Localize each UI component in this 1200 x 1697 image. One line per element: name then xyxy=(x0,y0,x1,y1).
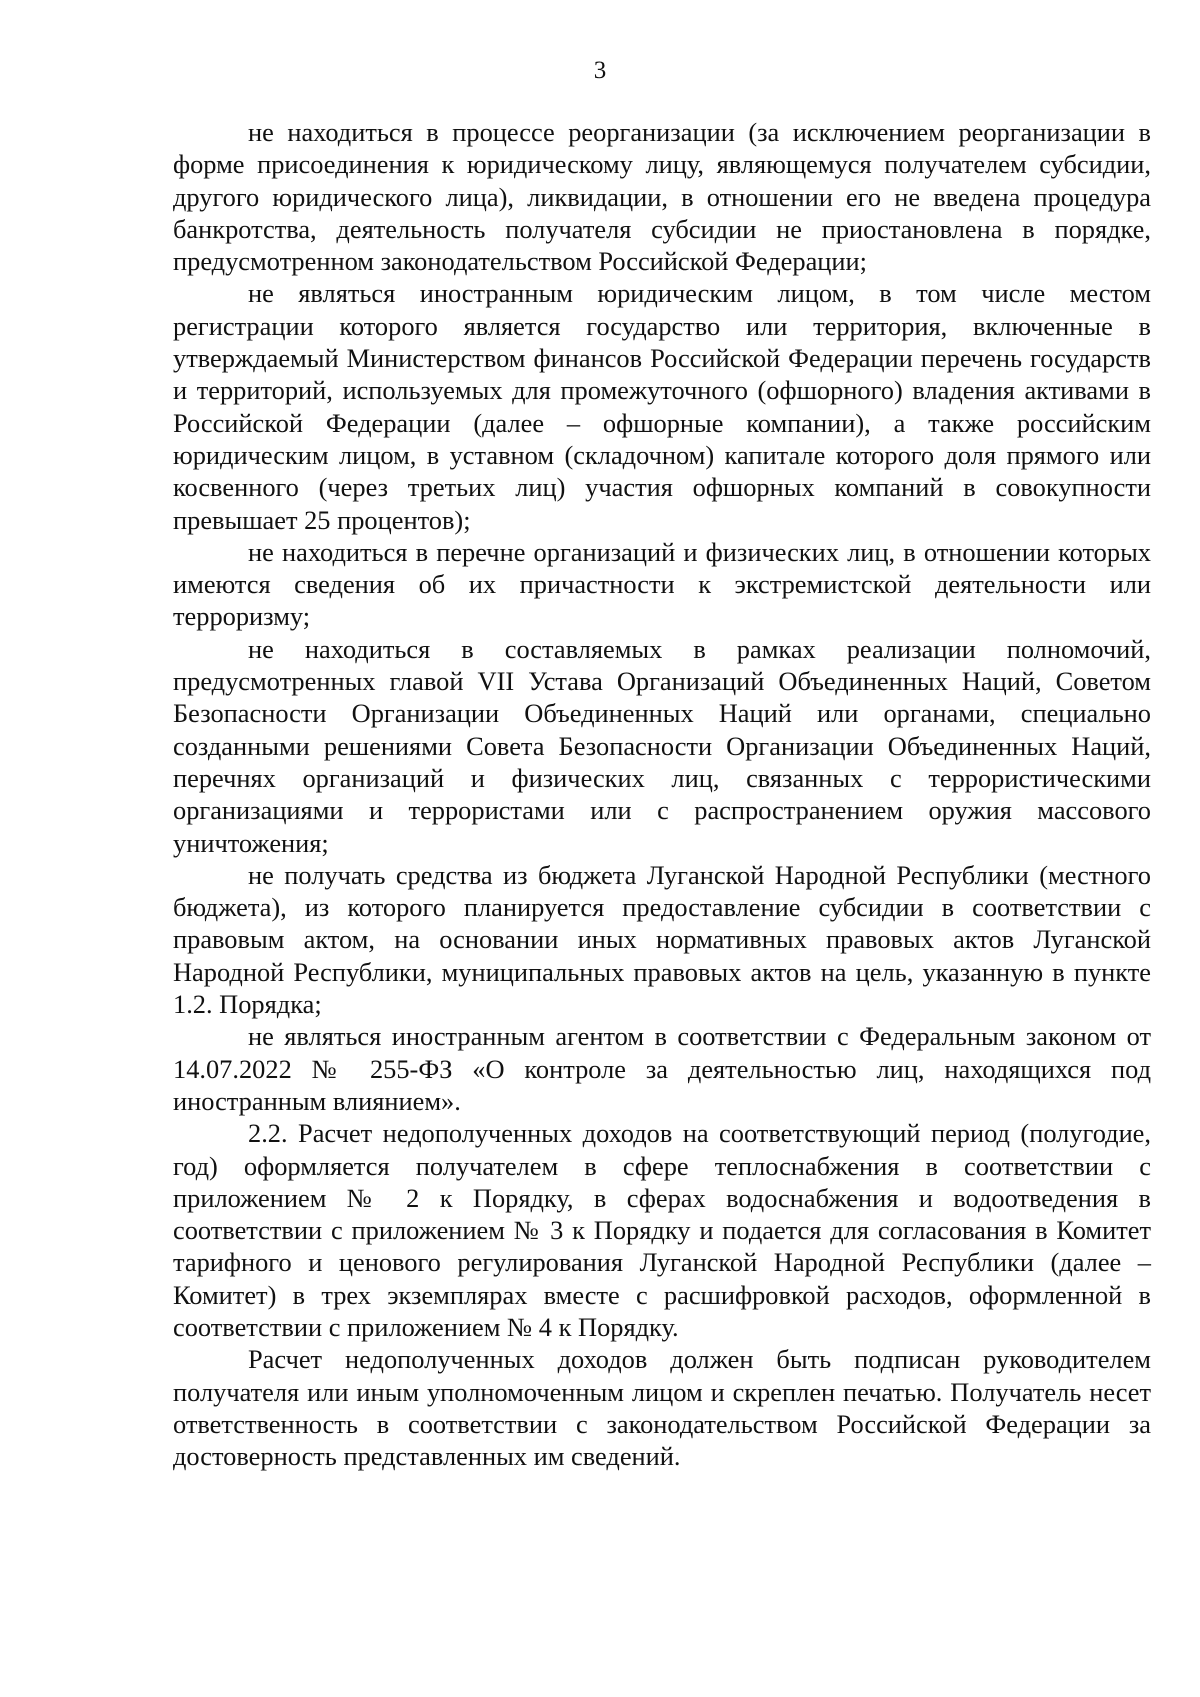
paragraph-budget-funds: не получать средства из бюджета Луганской Народной Республики (местного бюджета), из которого планируется предоставление субсидии в соответствии с правовым актом, на основании иных нормативных правовых актов Луганской Народной Республики, муниципальных правовых актов на цель, указанную в пункте 1.2. Порядка; xyxy=(173,859,1151,1020)
paragraph-foreign-agent: не являться иностранным агентом в соответствии с Федеральным законом от 14.07.2022 № 255-ФЗ «О контроле за деятельностью лиц, находящихся под иностранным влиянием». xyxy=(173,1021,1151,1116)
paragraph-extremism: не находиться в перечне организаций и физических лиц, в отношении которых имеются сведения об их причастности к экстремистской деятельности или терроризму; xyxy=(173,536,1151,632)
page-number: 3 xyxy=(593,57,607,84)
paragraph-offshore: не являться иностранным юридическим лицом, в том числе местом регистрации которого является государство или территория, включенные в утверждаемый Министерством финансов Российской Федерации перечень государств и территорий, используемых для промежуточного (офшорного) владения активами в Российской Федерации (далее – офшорные компании), а также российским юридическим лицом, в уставном (складочном) капитале которого доля прямого или косвенного (через третьих лиц) участия офшорных компаний в совокупности превышает 25 процентов); xyxy=(173,278,1151,535)
paragraph-section-2-2: 2.2. Расчет недополученных доходов на соответствующий период (полугодие, год) оформляется получателем в сфере теплоснабжения в соответствии с приложением № 2 к Порядку, в сферах водоснабжения и водоотведения в соответствии с приложением № 3 к Порядку и подается для согласования в Комитет тарифного и ценового регулирования Луганской Народной Республики (далее – Комитет) в трех экземплярах вместе с расшифровкой расходов, оформленной в соответствии с приложением № 4 к Порядку. xyxy=(173,1118,1151,1342)
document-body xyxy=(173,116,1151,1472)
paragraph-un-sanctions: не находиться в составляемых в рамках реализации полномочий, предусмотренных главой VII Устава Организаций Объединенных Наций, Советом Безопасности Организации Объединенных Наций или органами, специально созданными решениями Совета Безопасности Организации Объединенных Наций, перечнях организаций и физических лиц, связанных с террористическими организациями и террористами или с распространением оружия массового уничтожения; xyxy=(173,633,1151,858)
paragraph-reorganization: не находиться в процессе реорганизации (за исключением реорганизации в форме присоединения к юридическому лицу, являющемуся получателем субсидии, другого юридического лица), ликвидации, в отношении его не введена процедура банкротства, деятельность получателя субсидии не приостановлена в порядке, предусмотренном законодательством Российской Федерации; xyxy=(173,117,1151,277)
paragraph-signature-responsibility: Расчет недополученных доходов должен быть подписан руководителем получателя или иным уполномоченным лицом и скреплен печатью. Получатель несет ответственность в соответствии с законодательством Российской Федерации за достоверность представленных им сведений. xyxy=(173,1344,1151,1472)
